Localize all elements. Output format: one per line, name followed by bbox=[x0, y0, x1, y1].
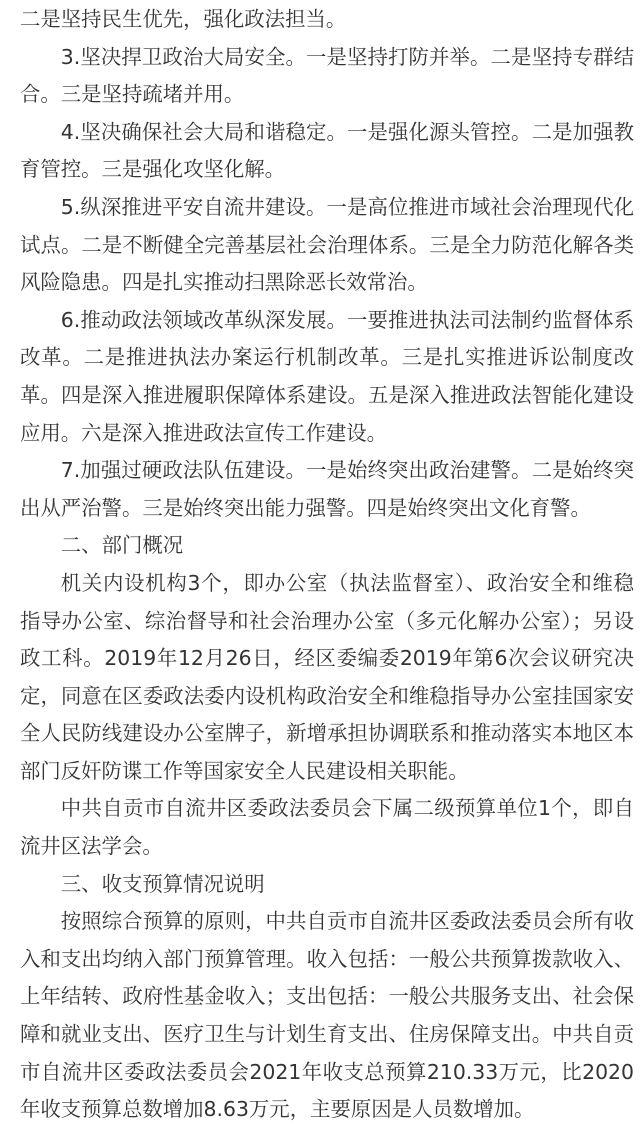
paragraph-internal-organization: 机关内设机构3个，即办公室（执法监督室）、政治安全和维稳指导办公室、综治督导和社会治理办公室（多元化解办公室）；另设政工科。2019年12月26日，经区委编委2019年第6次会议研究决定，同意在区委政法委内设机构政治安全和维稳指导办公室挂国家安全人民防线建设办公室牌子，新增承担协调联系和推动落实本地区本部门反奸防谍工作等国家安全人民建设相关职能。 bbox=[20, 570, 634, 783]
paragraph-social-stability: 4.坚决确保社会大局和谐稳定。一是强化源头管控。二是加强教育管控。三是强化攻坚化解。 bbox=[20, 119, 634, 182]
paragraph-reform: 6.推动政法领域改革纵深发展。一要推进执法司法制约监督体系改革。二是推进执法办案运行机制改革。三是扎实推进诉讼制度改革。四是深入推进履职保障体系建设。五是深入推进政法智能化建设应用。六是深入推进政法宣传工作建设。 bbox=[20, 307, 634, 445]
section-heading-department-overview: 二、部门概况 bbox=[60, 533, 184, 558]
paragraph-political-security: 3.坚决捍卫政治大局安全。一是坚持打防并举。二是坚持专群结合。三是坚持疏堵并用。 bbox=[20, 44, 634, 107]
paragraph-people-livelihood: 二是坚持民生优先，强化政法担当。 bbox=[20, 7, 347, 31]
paragraph-safe-ziliujing: 5.纵深推进平安自流井建设。一是高位推进市域社会治理现代化试点。二是不断健全完善基层社会治理体系。三是全力防范化解各类风险隐患。四是扎实推动扫黑除恶长效常治。 bbox=[20, 194, 634, 295]
paragraph-team-building: 7.加强过硬政法队伍建设。一是始终突出政治建警。二是始终突出从严治警。三是始终突出能力强警。四是始终突出文化育警。 bbox=[20, 458, 634, 520]
paragraph-budget-details: 按照综合预算的原则，中共自贡市自流井区委政法委员会所有收入和支出均纳入部门预算管理。收入包括：一般公共预算拨款收入、上年结转、政府性基金收入；支出包括：一般公共服务支出、社会保障和就业支出、医疗卫生与计划生育支出、住房保障支出。中共自贡市自流井区委政法委员会2021年收支总预算210.33万元，比2020年收支预算总数增加8.63万元，主要原因是人员数增加。 bbox=[20, 909, 634, 1122]
article-body bbox=[20, 1, 634, 1129]
paragraph-subordinate-units: 中共自贡市自流井区委政法委员会下属二级预算单位1个，即自流井区法学会。 bbox=[20, 796, 634, 859]
section-heading-budget-explanation: 三、收支预算情况说明 bbox=[60, 871, 265, 896]
